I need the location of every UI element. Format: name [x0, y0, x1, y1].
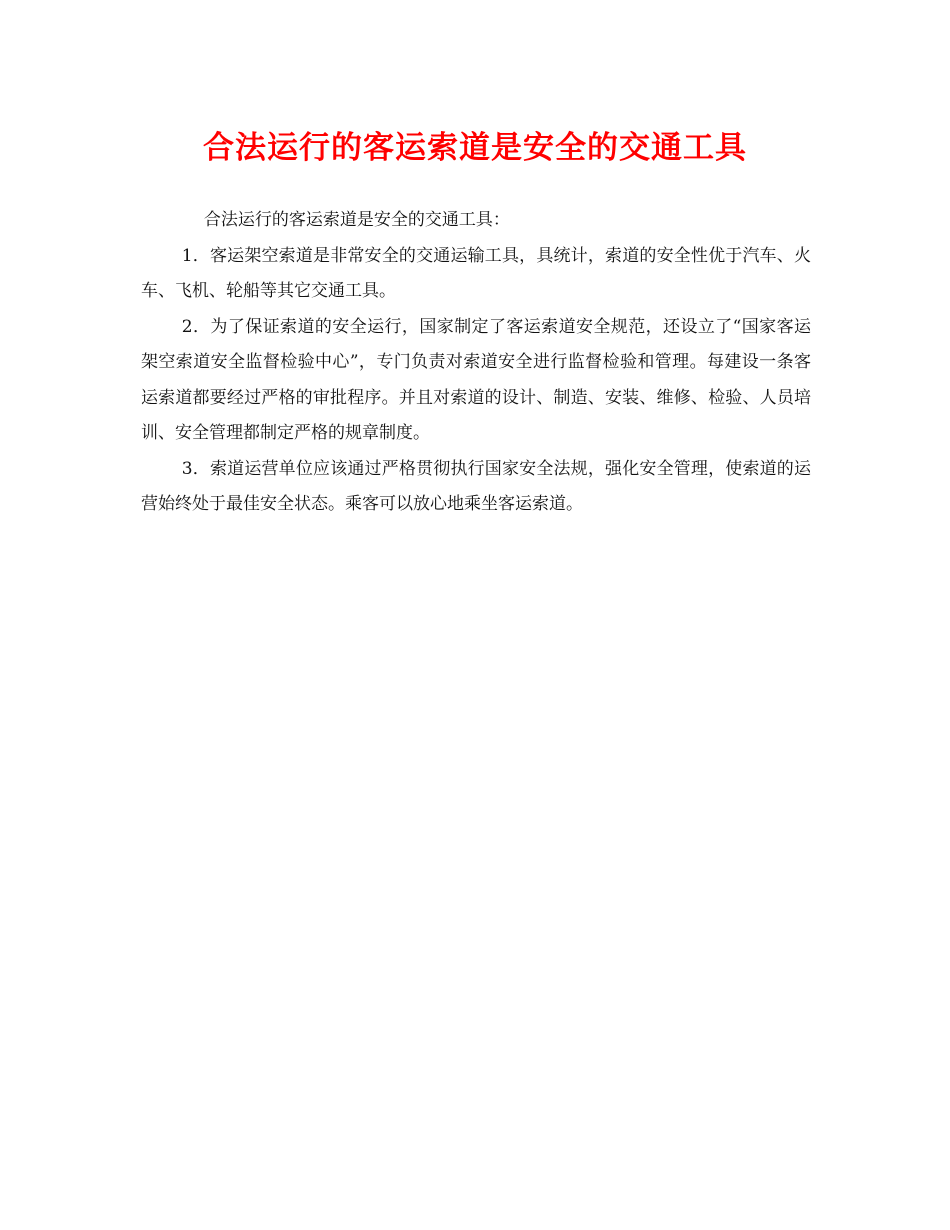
document-body — [141, 203, 811, 523]
paragraph-2: 2．为了保证索道的安全运行，国家制定了客运索道安全规范，还设立了“国家客运架空索道安全监督检验中心”，专门负责对索道安全进行监督检验和管理。每建设一条客运索道都要经过严格的审批程序。并且对索道的设计、制造、安装、维修、检验、人员培训、安全管理都制定严格的规章制度。 — [141, 316, 811, 443]
paragraph-1: 1．客运架空索道是非常安全的交通运输工具，具统计，索道的安全性优于汽车、火车、飞机、轮船等其它交通工具。 — [141, 245, 811, 301]
paragraph-3: 3．索道运营单位应该通过严格贯彻执行国家安全法规，强化安全管理，使索道的运营始终处于最佳安全状态。乘客可以放心地乘坐客运索道。 — [141, 458, 811, 514]
document-title: 合法运行的客运索道是安全的交通工具 — [203, 130, 747, 166]
intro-paragraph: 合法运行的客运索道是安全的交通工具： — [203, 210, 510, 230]
